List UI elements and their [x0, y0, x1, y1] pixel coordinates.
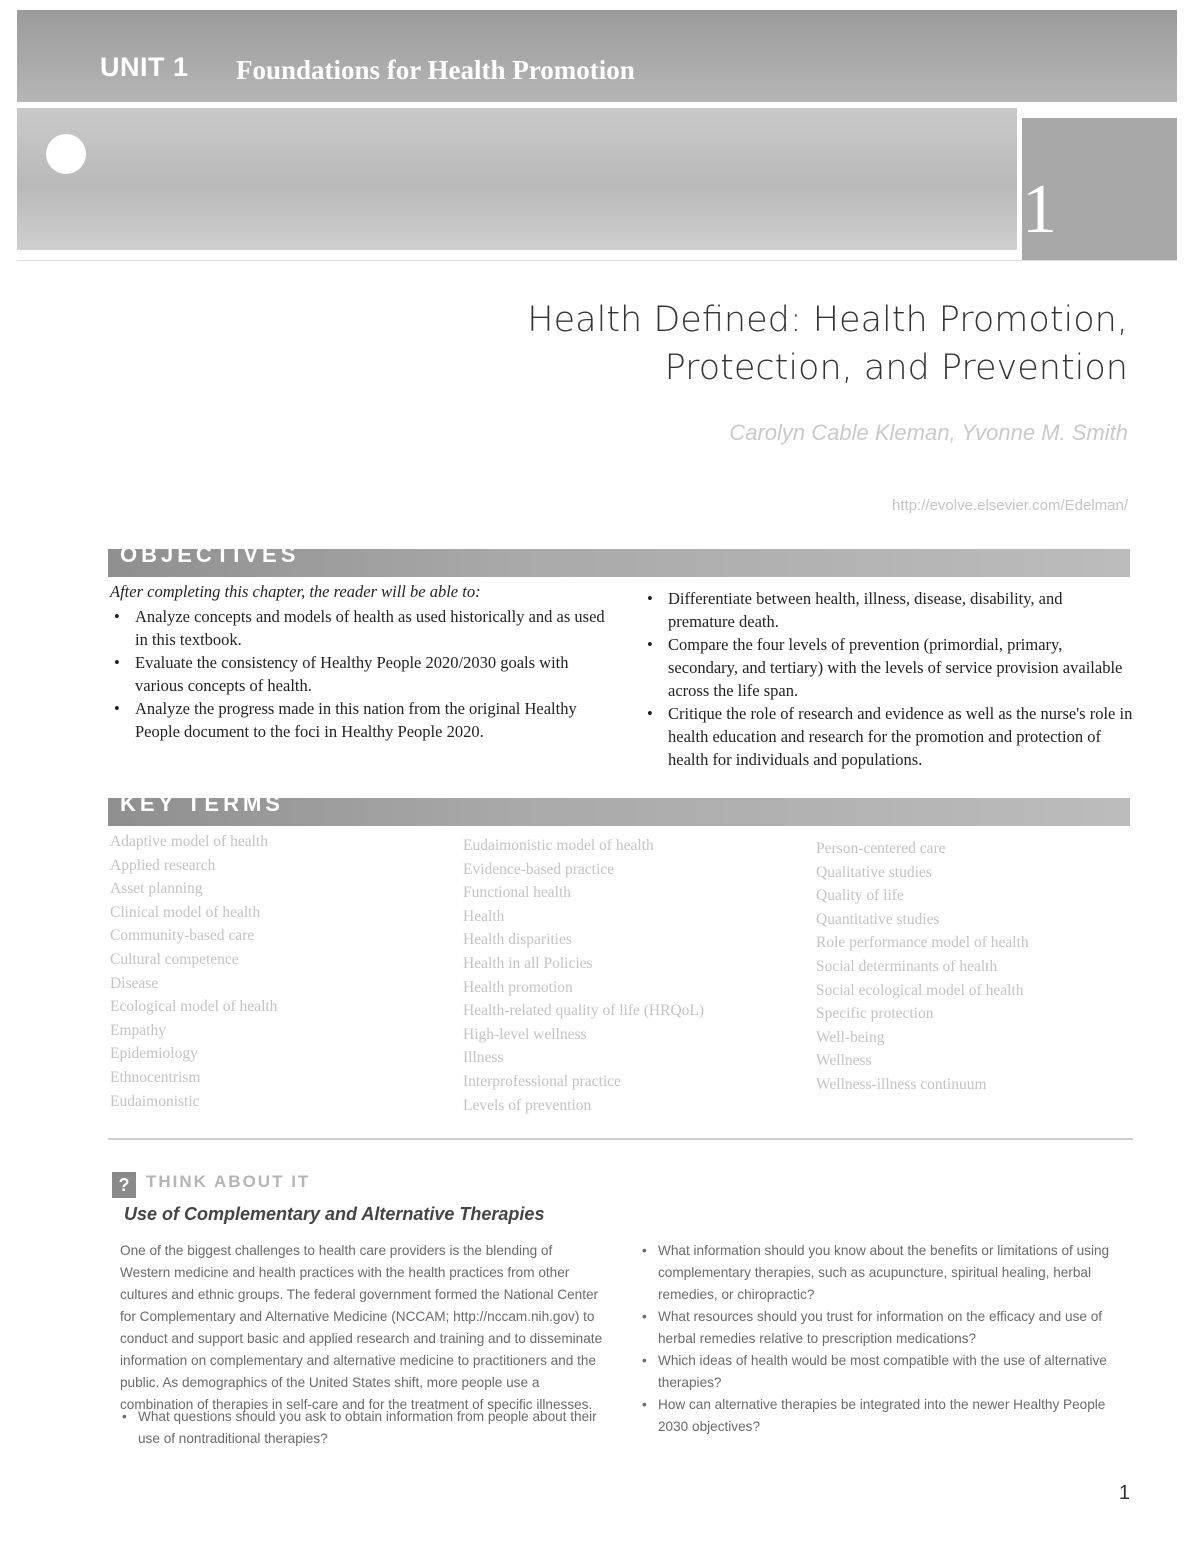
think-about-it-right-questions: [640, 1240, 1120, 1438]
key-term: Quality of life: [816, 887, 904, 905]
objective-item: • Evaluate the consistency of Healthy People 2020/2030 goals with various concepts of health.: [110, 651, 605, 697]
key-term: Illness: [463, 1049, 504, 1067]
key-term: Interprofessional practice: [463, 1072, 621, 1090]
objective-item: • Analyze concepts and models of health as used historically and as used in this textbook.: [110, 605, 605, 651]
chapter-title: [527, 296, 1128, 392]
section-divider: [108, 1138, 1133, 1140]
question-item: • What resources should you trust for information on the efficacy and use of herbal remedies relative to prescription medications?: [640, 1306, 1120, 1350]
objective-item: • Compare the four levels of prevention (primordial, primary, secondary, and tertiary) with the levels of service provision available across the life span.: [643, 633, 1133, 702]
key-term: Wellness-illness continuum: [816, 1075, 987, 1093]
key-term: Clinical model of health: [110, 903, 261, 921]
think-about-it-title: Use of Complementary and Alternative Therapies: [124, 1204, 545, 1224]
chapter-authors: Carolyn Cable Kleman, Yvonne M. Smith: [729, 420, 1128, 445]
key-term: Epidemiology: [110, 1045, 198, 1063]
key-terms-column-3: [816, 837, 1029, 1097]
objectives-left-list: [110, 605, 605, 743]
key-term: Ethnocentrism: [110, 1068, 201, 1086]
key-term: Specific protection: [816, 1005, 934, 1023]
unit-title: Foundations for Health Promotion: [236, 55, 635, 85]
key-term: Disease: [110, 974, 159, 992]
key-term: Functional health: [463, 884, 572, 902]
key-term: Asset planning: [110, 880, 203, 898]
page-number: 1: [1118, 1482, 1130, 1504]
think-about-it-label: THINK ABOUT IT: [146, 1172, 311, 1191]
objective-item: • Critique the role of research and evidence as well as the nurse's role in health education and research for the promotion and protection of health for individuals and populations.: [643, 702, 1133, 771]
unit-label: UNIT 1: [100, 52, 189, 82]
key-term: Applied research: [110, 856, 216, 874]
key-term: Cultural competence: [110, 950, 239, 968]
question-item: • What information should you know about the benefits or limitations of using complementary therapies, such as acupuncture, spiritual healing, herbal remedies, or chiropractic?: [640, 1240, 1120, 1306]
key-term: Quantitative studies: [816, 910, 940, 928]
key-term: Empathy: [110, 1021, 166, 1039]
key-term: Levels of prevention: [463, 1096, 592, 1114]
key-term: Well-being: [816, 1028, 885, 1046]
key-term: Eudaimonistic model of health: [463, 837, 654, 854]
chapter-title-line2: Protection, and Prevention: [664, 348, 1128, 388]
question-icon: ?: [112, 1172, 136, 1198]
key-terms-column-1: [110, 830, 277, 1113]
chapter-header-band: [17, 108, 1017, 250]
key-term: Health promotion: [463, 978, 573, 996]
question-item: • How can alternative therapies be integrated into the newer Healthy People 2030 objectives?: [640, 1394, 1120, 1438]
key-term: Evidence-based practice: [463, 860, 615, 878]
header-rule: [17, 260, 1177, 261]
chapter-title-line1: Health Defined: Health Promotion,: [527, 300, 1128, 340]
question-item: • What questions should you ask to obtain information from people about their use of nontraditional therapies?: [120, 1406, 606, 1450]
key-term: Health in all Policies: [463, 954, 593, 972]
think-about-it-body: One of the biggest challenges to health care providers is the blending of Western medicine and health practices with the health practices from other cultures and ethnic groups. The federal government formed the National Center for Complementary and Alternative Medicine (NCCAM; http://nccam.nih.gov) to conduct and support basic and applied research and training and to disseminate information on complementary and alternative medicine to practitioners and the public. As demographics of the United States shift, more people use a combination of therapies in self-care and for the treatment of specific illnesses.: [120, 1243, 603, 1412]
key-term: High-level wellness: [463, 1025, 587, 1043]
objectives-heading: OBJECTIVES: [120, 542, 300, 567]
think-about-it-left-questions: [120, 1406, 606, 1450]
objective-item: • Analyze the progress made in this nation from the original Healthy People document to the foci in Healthy People 2020.: [110, 697, 605, 743]
key-term: Qualitative studies: [816, 863, 932, 881]
key-term: Health-related quality of life (HRQoL): [463, 1002, 705, 1020]
circle-icon: [46, 134, 86, 174]
question-item: • Which ideas of health would be most compatible with the use of alternative therapies?: [640, 1350, 1120, 1394]
key-terms-heading: KEY TERMS: [120, 791, 284, 816]
evolve-link[interactable]: http://evolve.elsevier.com/Edelman/: [892, 497, 1128, 514]
key-term: Community-based care: [110, 927, 255, 945]
objectives-intro: After completing this chapter, the reader will be able to:: [110, 582, 481, 601]
key-term: Ecological model of health: [110, 998, 278, 1016]
chapter-number: 1: [1022, 171, 1057, 248]
key-term: Eudaimonistic: [110, 1092, 200, 1110]
key-term: Health disparities: [463, 931, 572, 949]
key-term: Wellness: [816, 1052, 872, 1070]
key-term: Social determinants of health: [816, 957, 998, 975]
key-terms-column-2: [463, 834, 704, 1117]
objectives-right-list: [643, 587, 1133, 771]
objectives-right-column: [643, 587, 1133, 771]
key-term: Social ecological model of health: [816, 981, 1024, 999]
objectives-left-column: [110, 580, 605, 743]
key-term: Health: [463, 907, 505, 925]
key-term: Person-centered care: [816, 840, 946, 857]
key-term: Role performance model of health: [816, 934, 1029, 952]
objective-item: • Differentiate between health, illness, disease, disability, and premature death.: [643, 587, 1133, 633]
key-term: Adaptive model of health: [110, 833, 268, 850]
